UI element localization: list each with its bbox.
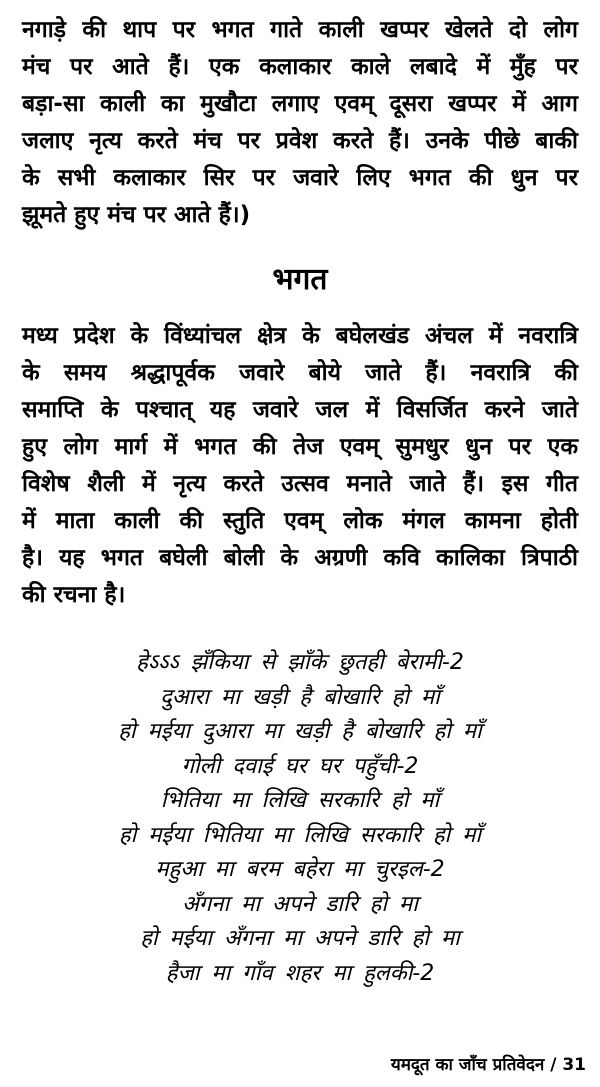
- intro-line: जलाए नृत्य करते मंच पर प्रवेश करते हैं। उनके पीछे बाकी: [22, 128, 578, 154]
- verse-line: अँगना मा अपने डारि हो मा: [182, 891, 418, 917]
- verse-line: हैजा मा गाँव शहर मा हुलकी-2: [165, 960, 435, 986]
- intro-line: के सभी कलाकार सिर पर जवारे लिए भगत की धुन पर: [22, 165, 578, 191]
- body-line: समाप्ति के पश्चात् यह जवारे जल में विसर्जित करने जाते: [22, 397, 578, 423]
- body-line: है। यह भगत बघेली बोली के अग्रणी कवि कालिका त्रिपाठी: [22, 545, 578, 571]
- verse-line: हो मईया दुआरा मा खड़ी है बोखारि हो माँ: [118, 719, 482, 744]
- verse-line: हो मईया अँगना मा अपने डारि हो मा: [140, 926, 460, 951]
- intro-line: मंच पर आते हैं। एक कलाकार काले लबादे में मुँह पर: [22, 54, 578, 80]
- body-paragraph: [0, 318, 600, 614]
- verse-line: महुआ मा बरम बहेरा मा चुरइल-2: [155, 857, 445, 882]
- verse-line: हेऽऽऽ झँकिया से झाँके छुतही बेरामी-2: [136, 650, 464, 675]
- intro-line: बड़ा-सा काली का मुखौटा लगाए एवम् दूसरा खप्पर में आग: [22, 91, 578, 117]
- verse-line: दुआरा मा खड़ी है बोखारि हो माँ: [160, 684, 440, 710]
- body-line: हुए लोग मार्ग में भगत की तेज एवम् सुमधुर धुन पर एक: [22, 434, 578, 460]
- intro-line: नगाड़े की थाप पर भगत गाते काली खप्पर खेलते दो लोग: [22, 17, 578, 43]
- verse-line: हो मईया भितिया मा लिखि सरकारि हो माँ: [118, 822, 482, 848]
- body-line: मध्य प्रदेश के विंध्यांचल क्षेत्र के बघेलखंड अंचल में नवरात्रि: [22, 323, 578, 349]
- page-footer: यमदूत का जाँच प्रतिवेदन / 31: [390, 1055, 586, 1075]
- body-line: के समय श्रद्धापूर्वक जवारे बोये जाते हैं। नवरात्रि की: [22, 360, 578, 386]
- body-line: में माता काली की स्तुति एवम् लोक मंगल कामना होती: [22, 508, 578, 534]
- body-line: विशेष शैली में नृत्य करते उत्सव मनाते जाते हैं। इस गीत: [22, 471, 578, 497]
- intro-line: झूमते हुए मंच पर आते हैं।): [22, 202, 251, 228]
- song-verse: [0, 646, 600, 991]
- intro-paragraph: [0, 12, 600, 234]
- section-heading: भगत: [272, 262, 328, 297]
- verse-line: गोली दवाई घर घर पहुँची-2: [181, 753, 419, 779]
- body-line: की रचना है।: [22, 582, 126, 608]
- verse-line: भितिया मा लिखि सरकारि हो माँ: [160, 788, 440, 813]
